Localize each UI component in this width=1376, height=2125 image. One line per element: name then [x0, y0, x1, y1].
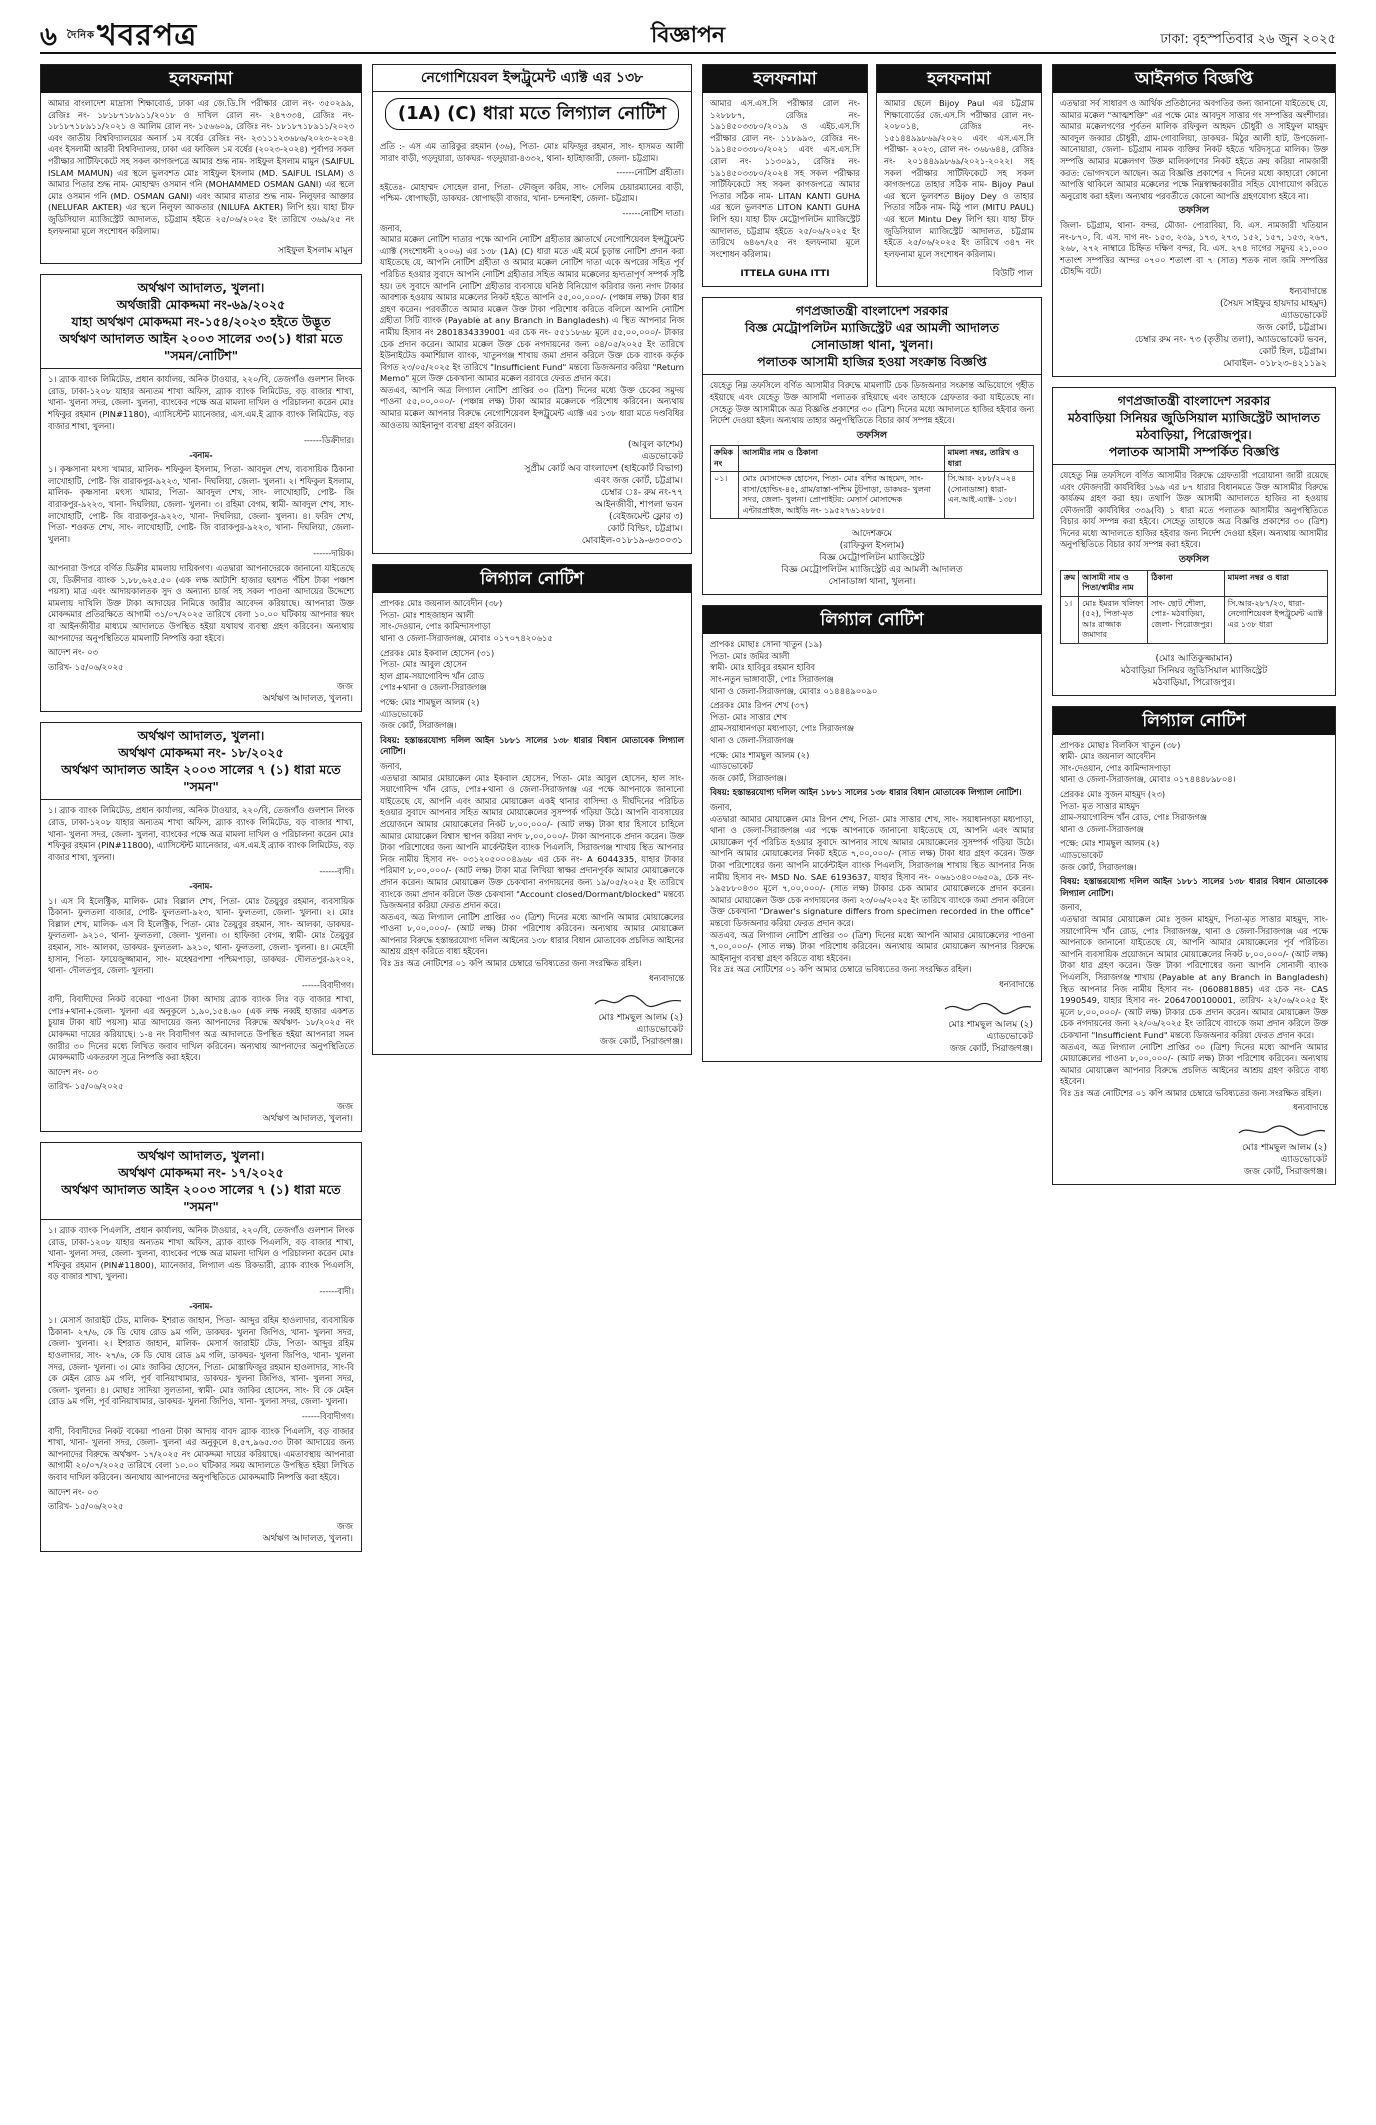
- absconding-mathbaria-heading: গণপ্রজাতন্ত্রী বাংলাদেশ সরকার মঠবাড়িয়া সিনিয়র জুডিসিয়াল ম্যাজিস্ট্রেট আদালত মঠবাড়িয়া, পিরোজপুর। পলাতক আসামী সম্পর্কিত বিজ্ঞপ্তি: [1053, 388, 1335, 465]
- summons-3-text: বাদী, বিবাদীদের নিকট বকেয়া পাওনা টাকা আদায় বাবদ ব্র্যাক ব্যাংক পিএলসি, বড় বাজার শাখা, খানা- খুলনা সদর, জেলা- খুলনা এর অনুকূলে ৪,৫৭,৯৬৫.৩৩ টাকা আদায়ের জন্য আপনাদের বিরুদ্ধে অর্থঋণ- ১৭/২০২৫ নং মোকদ্দমা দায়ের করিয়াছে। এমতাবস্থায় আপনারা আগামী ২০/০৭/২০২৫ তারিখে বেলা ১০.০০ ঘটিকার সময় আদালতে উপস্থিত হইয়া লিখিত জবাব দাখিল করিবেন। অন্যথায় আপনাদের অনুপস্থিতিতে মোকদ্দমাটি নিষ্পত্তি করা হইবে।: [48, 1425, 354, 1482]
- legal-announcement-body: [1053, 93, 1335, 286]
- absconding-notice-mathbaria: [1052, 387, 1336, 696]
- table-header: ক্রম: [1061, 570, 1079, 596]
- summons-1-defendants-label: ------দায়িক।: [313, 548, 354, 559]
- summons-2-order-no: আদেশ নং- ০৩: [48, 1066, 98, 1077]
- legal-notice-b-sender: প্রেরকঃ মোঃ রিপন শেখ (৩৭) পিতা- মোঃ সাত্তার শেখ গ্রাম-সয়াধানগড়া মধ্যপাড়া, পোঃ সিরাজগঞ্জ থানা ও জেলা-সিরাজগঞ্জ: [710, 700, 854, 746]
- summons-1-defendants: ১। কৃষ্ণসানা মৎস্য খামার, মালিক- শফিকুল ইসলাম, পিতা- আবদুল শেখ, ব্যবসায়িক ঠিকানা লাখোহাটি, পোষ্ট- জি বারাকপুর-৯২২৩, খানা- দিঘলিয়া, জেলা- খুলনা। ২। শফিকুল ইসলাম, মালিক- কৃষ্ণসানা মৎস্য খামার, পিতা- আবদুল শেখ, সাং- লাখোহাটি, পোষ্ট- জি বারাকপুর-৯২২৩, খানা- দিঘলিয়া, জেলা- খুলনা। ৩। রহিমা বেগম, স্বামী- আবদুল শেখ, সাং- লাখোহাটি, পোষ্ট- জি বারাকপুর-৯২২৩, খানা- দিঘলিয়া, জেলা- খুলনা। ৪। ফরিদ শেখ, পিতা- শওকত শেখ, সাং- লাখোহাটি, পোষ্ট- জি বারাকপুর-৯২২৩, খানা- দিঘলিয়া, জেলা- খুলনা।: [48, 464, 354, 544]
- affidavit-text: আমার বাংলাদেশ মাদ্রাসা শিক্ষাবোর্ড, ঢাকা এর জে.ডি.সি পরীক্ষার রোল নং- ৩৫০২৯৯, রেজিঃ নং- ১৮১৮৭১৮৯১১/২০১৮ ও দাখিল রোল নং- ২৪৭৩৩৪, রেজিঃ নং- ১৮১৮৭১৮৯১১/২০২১ ও আলিম রোল নং- ১৫৬৬০৯, রেজিঃ নং- ১৮১৮৭১৮৯১১/২০২৩ এবং জাতীয় বিশ্ববিদ্যালয়ের অনার্স ১ম বর্ষের রেজিঃ নং- ২৩১১১২৩৬৮৬/২০২৩-২০২৪ এবং ইসলামী আরবী বিশ্ববিদ্যালয়, ঢাকা এর ফাজিল ১ম বর্ষের (২০২৩-২০২৪) পূর্বাপর সকল পরীক্ষার সার্টিফিকেটে সহ সকল কাগজপত্রে আমার শুদ্ধ নাম- সাইফুল ইসলাম মামুন (SAIFUL ISLAM MAMUN) এর স্থলে ভুলবশত মোঃ সাইফুল ইসলাম (MD. SAIFUL ISLAM) ও আমার পিতার শুদ্ধ নাম- মোহাম্মদ ওসমান গনি (MOHAMMED OSMAN GANI) এর স্থলে মোঃ ওসমান গনি (MD. OSMAN GANI) এবং আমার মাতার শুদ্ধ নাম- নিলুফার আক্তার (NELUFAR AKTER) এর স্থলে নিলুফা আকতার (NILUFA AKTER) লিপি হয়। যাহা চীফ জুডিসিয়াল ম্যাজিস্ট্রেট আদালত, চট্টগ্রাম হইতে ২৫/০৬/২০২৫ ইং তারিখে ৩৬৯/২৫ নং হলফনামা মূলে সংশোধন করিলাম।: [48, 98, 354, 236]
- absconding-notice-khulna: [702, 297, 1042, 595]
- legal-notice-c-text: জনাব, এতদ্বারা আমার মোয়াক্কেল মোঃ সুজন মাহমুদ, পিতা-মৃত সাত্তার মাহমুদ, সাং-সয়াগোবিন্দ খাঁন রোড, পোঃ সিরাজগঞ্জ, থানা ও জেলা-সিরাজগঞ্জ এর পক্ষে আপনাকে জানানো যাইতেছে যে, আপনি আমার মোয়াক্কেলের পূর্ব পরিচিত। আপনি ব্যবসায়িক প্রয়োজনে আমার মোয়াক্কেলের নিকট ৮,০০,০০০/- (আট লক্ষ) টাকা ধার গ্রহণ করেন। উক্ত টাকা পরিশোধের জন্য আপনি সোনালী ব্যাংক পিএলসি, সিরাজগঞ্জ শাখায় (Payable at any Branch in Bangladesh) স্থিত আপনার নিজ নামীয় হিসাব নং- (060881885) এর চেক নং- CAS 1990549, যাহার হিসাব নং- 2064700100001, তারিখ- ২২/০৬/২০২৫ ইং মূলে ৮,০০,০০০/- (আট লক্ষ) টাকার চেক প্রদান করেন। আমার মোয়াক্কেল উক্ত চেক নগদায়নের জন্য ২২/০৬/২০২৫ ইং তারিখে ব্যাংকে জমা প্রদান করিলে উক্ত চেকখানা "Insufficient Fund" মন্তব্যে ডিজঅনার করিয়া ফেরত প্রদান করে। অতএব, অত্র লিগ্যাল নোটিশ প্রাপ্তির ৩০ (ত্রিশ) দিনের মধ্যে আপনি আমার মোয়াক্কেলের পাওনা ৮,০০,০০০/- (আট লক্ষ) টাকা পরিশোধ করিবেন। অন্যথায় আমার মোয়াক্কেল আপনার বিরুদ্ধে প্রচলিত আইনের আশ্রয় গ্রহণ করিতে বাধ্য হইবেন। বিঃ দ্রঃ অত্র নোটিশের ০১ কপি আমার চেম্বারে ভবিষ্যতের জন্য সংরক্ষিত রহিল।: [1060, 902, 1328, 1098]
- summons-2-signature: জজ অর্থঋণ আদালত, খুলনা।: [262, 1102, 353, 1125]
- legal-notice-b-signature: মোঃ শামছুল আলম (২) এ্যাডভোকেট জজ কোর্ট, সিরাজগঞ্জ।: [948, 1019, 1033, 1054]
- summons-2-plaintiff: ১। ব্র্যাক ব্যাংক লিমিটেড, প্রধান কার্যালয়, অনিক টাওয়ার, ২২০/বি, তেজগাঁও গুলশান লিংক রোড, ঢাকা-১২০৮ যাহার অন্যতম শাখা অফিস, ব্র্যাক ব্যাংক লিমিটেড, বড় বাজার শাখা, খানা- খুলনা সদর, জেলা- খুলনা, ব্যাংকের পক্ষে অত্র মামলা দাখিল ও পরিচালনা করেন মোঃ শফিকুর রহমান (PIN#11800), এ্যাসিস্টেন্ট ম্যানেজার, এস.এম.ই ব্র্যাক ব্যাংক লিমিটেড, বড় বাজার শাখা, খুলনা।: [48, 805, 354, 862]
- affidavit-pair: [702, 64, 1042, 297]
- summons-1-body: [41, 369, 361, 681]
- summons-3-body: [41, 1220, 361, 1521]
- ni-act-text: জনাব, আমার মক্কেল নোটিশ দাতার পক্ষে আপনি নোটিশ গ্রহীতার জ্ঞাতার্থে নেগোশিয়েবল ইন্সট্রুমেন্ট এ্যাক্ট (সংশোধনী ২০০৬) এর ১৩৮ (1A) (C) ধারা মতে এই মর্মে চূড়ান্ত নোটিশ প্রদান করা যাইতেছে যে, আপনি নোটিশ গ্রহীতা ও আমার মক্কেল নোটিশ দাতা একে অপরের সহিত পূর্ব পরিচিত হওয়ার সুবাদে আপনি নোটিশ গ্রহীতার সহিত আমার মক্কেলের হৃদ্যতাপূর্ণ সম্পর্ক সৃষ্টি হয়। তৎ সুবাদে আপনি নোটিশ গ্রহীতার ব্যবসায়ে ঘনিষ্ঠ বিনিয়োগ করিবার জন্য নগদ টাকার আবশ্যক হওয়ায় আমার মক্কেলের নিকট হইতে আপনি ৫৫,০০,০০০/- (পঞ্চান্ন লক্ষ) টাকা ধার গ্রহণ করেন। পরবর্তীতে আমার মক্কেল উক্ত টাকা পরিশোধ করিতে বলিলে আপনি নোটিশ গ্রহীতা সিটি ব্যাংক (Payable at any Branch in Bangladesh) এ স্থিত আপনার নিজ নামীয় হিসাব নং 2801834339001 এর চেক নং- ৫৫১১৮৬৮ মূলে ৫৫,০০,০০০/- টাকার চেক প্রদান করেন। আমার মক্কেল উক্ত চেক নগদায়নের জন্য ০৪/০৫/২০২৫ ইং তারিখে ইউনাইটেড কমার্শিয়াল ব্যাংক, খাতুনগঞ্জ শাখায় জমা প্রদান করিলে উক্ত চেক ব্যাংক কর্তৃক বিগত ২৩/০৫/২০২৫ ইং তারিখে "Insufficient Fund" মন্তব্যে ডিজঅনার করিয়া "Return Memo" মূলে উক্ত চেকখানা আমার মক্কেল বরাবরে ফেরত প্রদান করে। অতএব, আপনি অত্র লিগ্যাল নোটিশ প্রাপ্তির ৩০ (ত্রিশ) দিনের মধ্যে উক্ত চেকের সমুদয় পাওনা ৫৫,০০,০০০/- (পঞ্চান্ন লক্ষ) টাকা আমার মক্কেলকে পরিশোধ করিবেন। অন্যথায় আমার মক্কেল আপনার বিরুদ্ধে নেগোশিয়েবল ইন্সট্রুমেন্ট এ্যাক্ট এর ১৩৮ ধারা মতে দণ্ডবিধির আওতায় আইনানুগ ব্যবস্থা গ্রহণ করিবেন।: [380, 222, 684, 430]
- affidavit-3-title: হলফনামা: [877, 65, 1041, 93]
- table-cell: সি.আর- ২৮৮/২০২৪ (সোনাডাঙ্গা) ধারা- এন.আই.এ্যাক্ট- ১৩৮।: [944, 472, 1033, 519]
- legal-notice-c-subject: বিষয়: হস্তান্তরযোগ্য দলিল আইন ১৮৮১ সালের ১৩৮ ধারার বিধান মোতাবেক লিগ্যাল নোটিশ।: [1060, 876, 1328, 898]
- legal-announcement: [1052, 64, 1336, 377]
- table-row: [711, 472, 1034, 519]
- affidavit-2-text: আমার এস.এস.সি পরীক্ষার রোল নং- ১২৮৮৮৭, রেজিঃ নং- ১৯১৪৫০৩৩৮০/২০১৯ ও এইচ.এস.সি পরীক্ষার রোল নং- ১১৮৯৯৩, রেজিঃ নং- ১৯১৪৫০৩৩৮০/২০২১ এবং এস.এস.সি রোল নং- ১১৩০৯১, রেজিঃ নং- ১৯১৪৫০৩৩৮০/২০২৪ সহ সকল পরীক্ষার সার্টিফিকেটে সহ সকল কাগজপত্রে আমার পিতার সঠিক নাম- LITAN KANTI GUHA এর স্থলে ভুলবশত LITON KANTI GUHA লিপি হয়। যাহা চীফ মেট্রোপলিটন ম্যাজিস্ট্রেট আদালত, চট্টগ্রাম হইতে ২৫/০৬/২০২৫ ইং তারিখে ৬৪৬৭/২৫ নং হলফনামা মূলে সংশোধন করিলাম।: [710, 98, 860, 259]
- summons-1-plaintiff-label: ------ডিক্রীদার।: [303, 435, 354, 446]
- summons-2-text: বাদী, বিবাদীদের নিকট বকেয়া পাওনা টাকা আদায় ব্র্যাক ব্যাংক লিঃ বড় বাজার শাখা, পোঃ+থানা+জেলা- খুলনা এর অনুকূলে ১,৯০,১৫৪.৬০ (এক লক্ষ নব্বই হাজার একশত চুয়ান্ন টাকা ষাট পয়সা) মাত্র আদায়ের জন্য আপনাদের বিরুদ্ধে অর্থঋণ- ১৮/২০২৫ নং মোকদ্দমা দায়ের করিয়াছে। ১-৪ নং বিবাদীগণ অত্র আদালতে উপস্থিত হইয়া আপনারা সমন জারীর ৩০ দিনের মধ্যে লিখিত জবাব দাখিল করিবেন। অন্যথায় আপনাদের অনুপস্থিতিতে মোকদ্দমাটি একতরফা সূত্রে নিষ্পত্তি করা হইবে।: [48, 994, 354, 1063]
- summons-2-vs: -বনাম-: [189, 880, 213, 891]
- table-cell: মোঃ মোসাদ্দেক হোসেন, পিতা- মোঃ বশির আহমেদ, সাং- বাসা/হোল্ডিং-৪৫, গ্রাম/রাস্তা-পশ্চিম টুটপাড়া, ডাকঘর- খুলনা সদর, জেলা- খুলনা। প্রোপাইটর: মেসার্স মোসাদ্দেক এন্টারপ্রাইজ, আইডি নং- ১৯৫২৭৬১২৮৮৫।: [739, 472, 944, 519]
- absconding-mathbaria-table: [1060, 570, 1328, 644]
- table-header: ঠিকানা: [1148, 570, 1225, 596]
- legal-notice-b-sign-block: [703, 999, 1041, 1061]
- absconding-mathbaria-schedule-title: তফসিল: [1178, 554, 1210, 566]
- absconding-mathbaria-text: যেহেতু নিম্ন তফসিলে বর্ণিত আসামীর বিরুদ্ধে গ্রেফতারী পরোয়ানা জারী রয়েছে এবং ফৌজদারী কার্যবিধির ১৬৯ এর ৮৭ ধারার বিধানমতে উক্ত আসামীর বিরুদ্ধে কার্যক্রম গ্রহণ করা হয়। তথাপি উক্ত আসামী আদালতে হাজির না হওয়ায় ফৌজদারী কার্যবিধির ৩৩৯(বি) ১ ধারা মতে পলাতক আসামীর অনুপস্থিতিতে বিচার কার্য সম্পন্ন করা হইবে। সেহেতু তাহাকে অত্র বিজ্ঞপ্তি প্রকাশের ৩০ (ত্রিশ) দিনের মধ্যে আদালতে হাজির হইবার জন্য নির্দেশ দেওয়া হইল। অন্যথায় আসামীর অনুপস্থিতিতে বিচার কার্য সম্পন্ন করা হইবে।: [1060, 469, 1328, 550]
- ni-act-banner: নেগোশিয়েবল ইন্সট্রুমেন্ট এ্যাক্ট এর ১৩৮: [373, 65, 691, 92]
- table-cell: ১।: [1061, 596, 1079, 643]
- affidavit-2-signature: ITTELA GUHA ITTI: [740, 269, 830, 280]
- table-header: ক্রমিক নং: [711, 446, 739, 472]
- summons-1-plaintiff: ১। ব্র্যাক ব্যাংক লিমিটেড, প্রধান কার্যালয়, অনিক টাওয়ার, ২২০/বি, তেজগাঁও গুলশান লিংক রোড, ঢাকা-১২০৮ যাহার অন্যতম শাখা অফিস, ব্র্যাক ব্যাংক লিমিটেড, বড় বাজার শাখা, খানা- খুলনা সদর, জেলা- খুলনা, ব্যাংকের পক্ষে অত্র মামলা দাখিল ও পরিচালনা করেন মোঃ শফিকুর রহমান (PIN#1180), এ্যাসিস্টেন্ট ম্যানেজার, এস.এম.ই ব্র্যাক ব্যাংক লিমিটেড, বড় বাজার শাখা, খুলনা।: [48, 374, 354, 431]
- ni-act-notice: [372, 64, 692, 554]
- legal-notice-c: [1052, 706, 1336, 1185]
- summons-2-heading: অর্থঋণ আদালত, খুলনা। অর্থঋণ মোকদ্দমা নং- ১৮/২০২৫ অর্থঋণ আদালত আইন ২০০৩ সালের ৭ (১) ধারা মতে "সমন": [41, 723, 361, 800]
- summons-1-text: আপনারা উপরে বর্ণিত ডিক্রীর মামলায় দায়িকগণ। এতদ্বারা আপনাদেরকে জানানো যাইতেছে যে, ডিক্রীদার ব্যাংক ১,৮৮,৬২৫.৫০ (এক লক্ষ আটাশি হাজার ছয়শত পঁচিশ টাকা পঞ্চাশ পয়সা) মাত্র এবং আদায়কালতক সুদ ও অন্যান্য চার্জ সহ সকল পাওনা আদায়ের উদ্দেশ্যে মামলায় দাখিলি উক্ত টাকা আদায়ের নিমিত্তে জারীর আবেদন করিয়াছে। আপনারা উক্ত মোকদ্দমার প্রতিরক্ষিতে আগামী ৩১/০৭/২০২৫ তারিখে বেলা ১০.০০ ঘটিকায় আপনার স্বয়ং বা আইনজীবীর মাধ্যমে আদালতে উপস্থিত হইয়া যথাযথ ব্যবস্থা গ্রহণ করিবেন। অন্যথায় আপনাদের অনুপস্থিতিতে মামলাটি নিষ্পত্তি করা হইবে।: [48, 563, 354, 643]
- legal-announcement-signature: ধন্যবাদান্তে (সৈয়দ সাইফুর হায়দার মাহমুদ) এ্যাডভোকেট জজ কোর্ট, চট্টগ্রাম। চেম্বার রুম নং- ৭৩ (তৃতীয় তলা), অ্যাডভোকেট ভবন, কোর্ট হিল, চট্টগ্রাম। মোবাইল- ০১৮২৩-৪২১১৯২: [1134, 286, 1327, 369]
- summons-3-order-no: আদেশ নং- ০৩: [48, 1486, 98, 1497]
- table-cell: সাং- ছোট শৌলা, পোঃ- মঠবাড়িয়া, জেলা- পিরোজপুর।: [1148, 596, 1225, 643]
- legal-notice-c-signature: মোঃ শামছুল আলম (২) এ্যাডভোকেট জজ কোর্ট, সিরাজগঞ্জ।: [1242, 1143, 1327, 1178]
- affidavit-notice-2: [702, 64, 868, 287]
- summons-2-body: [41, 800, 361, 1101]
- masthead: [40, 14, 1336, 54]
- absconding-khulna-heading: গণপ্রজাতন্ত্রী বাংলাদেশ সরকার বিজ্ঞ মেট্রোপলিটন ম্যাজিস্ট্রেট এর আমলী আদালত সোনাডাঙ্গা থানা, খুলনা। পলাতক আসামী হাজির হওয়া সংক্রান্ত বিজ্ঞপ্তি: [703, 298, 1041, 375]
- legal-notice-b-through: পক্ষে: মোঃ শামছুল আলম (২) এ্যাডভোকেট জজ কোর্ট, সিরাজগঞ্জ।: [710, 749, 810, 783]
- legal-notice-c-sender: প্রেরকঃ মোঃ সুজন মাহমুদ (২৩) পিতা- মৃত সাত্তার মাহমুদ গ্রাম-সয়াগোবিন্দ খাঁন রোড, পোঃ সিরাজগঞ্জ থানা ও জেলা-সিরাজগঞ্জ: [1060, 789, 1207, 834]
- legal-notice-b-title: লিগ্যাল নোটিশ: [703, 606, 1041, 634]
- ni-act-sender: হইতেঃ- মোহাম্মদ সোহেল রানা, পিতা- ফৌজুল করিম, সাং- সেলিম চেয়ারম্যানের বাড়ী, পশ্চিম- ধোপাছড়ী, ডাকঘর- ধোপাছড়ী বাজার, খানা- চন্দনাইশ, জেলা- চট্টগ্রাম।: [380, 181, 684, 204]
- ni-act-signature: (আবুল কাশেম) এডভোকেট সুপ্রীম কোর্ট অব বাংলাদেশ (হাইকোর্ট বিভাগ) এবং জজ কোর্ট, চট্টগ্রাম। চেম্বার ঃ- রুম নং-৭৭ আইনজীবী, শাপলা ভবন (বেইজমেন্ট ফ্লোর ৩) কোর্ট বিল্ডিং, চট্টগ্রাম। মোবাইল-০১৮১৯-৬৩০০৩১: [524, 440, 683, 547]
- summons-3-signature: জজ অর্থঋণ আদালত, খুলনা।: [262, 1521, 353, 1544]
- table-header: মামলা নম্বর ও ধারা: [1224, 570, 1327, 596]
- absconding-khulna-table: [710, 445, 1034, 519]
- logo-prefix: দৈনিক: [66, 30, 96, 41]
- ni-act-sender-label: ------নোটিশ দাতা।: [622, 207, 684, 218]
- table-row: [1061, 596, 1328, 643]
- summons-1-vs: -বনাম-: [189, 449, 213, 460]
- legal-notice-b-subject: বিষয়: হস্তান্তরযোগ্য দলিল আইন ১৮৮১ সালের ১৩৮ ধারার বিধান মোতাবেক লিগ্যাল নোটিশ।: [710, 787, 1022, 798]
- legal-notice-c-through: পক্ষে: মোঃ শামছুল আলম (২) এ্যাডভোকেট জজ কোর্ট, সিরাজগঞ্জ।: [1060, 838, 1160, 872]
- legal-notice-a: [372, 564, 692, 1055]
- signature-scribble-icon: [593, 992, 683, 1010]
- summons-2-order-date: তারিখ- ১৫/০৬/২০২৫: [48, 1081, 124, 1092]
- legal-notice-a-through: পক্ষে: মোঃ শামছুল আলম (২) এ্যাডভোকেট জজ কোর্ট, সিরাজগঞ্জ।: [380, 697, 480, 731]
- affidavit-title: হলফনামা: [41, 65, 361, 93]
- summons-3-heading: অর্থঋণ আদালত, খুলনা। অর্থঋণ মোকদ্দমা নং- ১৭/২০২৫ অর্থঋণ আদালত আইন ২০০৩ সালের ৭ (১) ধারা মতে "সমন": [41, 1143, 361, 1220]
- section-title: বিজ্ঞাপন: [650, 23, 726, 48]
- legal-notice-b-text: জনাব, এতদ্বারা আমার মোয়াক্কেল মোঃ রিপন শেখ, পিতা- মোঃ সাত্তার শেখ, সাং- সয়াধানগড়া মধ্যপাড়া, থানা ও জেলা-সিরাজগঞ্জ এর পক্ষে আপনাকে জানানো যাইতেছে যে, আপনি এবং আমার মোয়াক্কেল পূর্ব পরিচিত হওয়ার সুবাদে আপনার সাথে আমার মোয়াক্কেলের সুসম্পর্ক গড়িয়া উঠে। আপনি আমার মোয়াক্কেলের নিকট হইতে ৭,০০,০০০/- (সাত লক্ষ) টাকা ধার গ্রহণ করেন। উক্ত টাকা পরিশোধের জন্য আপনি মার্কেন্টাইল ব্যাংক পিএলসি, সিরাজগঞ্জ শাখায় স্থিত আপনার নিজ নামীয় হিসাব নং- MSD No. SAE 6193637, যাহার হিসাব নং- ০৬৬১৩৪০০৬৫০৯, চেক নং- ১৯৫৮৮০৪৩০ মূলে ৭,০০,০০০/- (সাত লক্ষ) টাকার চেক আমার মোয়াক্কেলকে প্রদান করেন। আমার মোয়াক্কেল উক্ত চেক নগদায়নের জন্য ২৩/০৬/২০২৫ ইং তারিখে ব্যাংকে জমা প্রদান করিলে উক্ত চেকখানা "Drawer's signature differs from specimen recorded in the office" মন্তব্যে ডিজঅনার করিয়া ফেরত প্রদান করে। অতএব, অত্র লিগ্যাল নোটিশ প্রাপ্তির ৩০ (ত্রিশ) দিনের মধ্যে আপনি আমার মোয়াক্কেলের পাওনা ৭,০০,০০০/- (সাত লক্ষ) টাকা পরিশোধ করিবেন। অন্যথায় আমার মোয়াক্কেল আপনার বিরুদ্ধে আইনানুগ ব্যবস্থা গ্রহণ করিতে বাধ্য হইবেন। বিঃ দ্রঃ অত্র নোটিশের ০১ কপি আমার চেম্বারে ভবিষ্যতের জন্য সংরক্ষিত রহিল।: [710, 802, 1034, 975]
- absconding-khulna-text: যেহেতু নিম্ন তফসিলে বর্ণিত আসামীর বিরুদ্ধে মামলাটি চেক ডিজঅনার সংক্রান্ত অভিযোগে গৃহীত হইয়াছে এবং যেহেতু উক্ত আসামী পলাতক রহিয়াছে এবং তাহাকে গ্রেফতার করা যাইতেছে না। সেহেতু উক্ত আসামীকে অত্র বিজ্ঞপ্তি প্রকাশের ৩০ (ত্রিশ) দিনের মধ্যে আদালতে হাজির হইবার জন্য নির্দেশ দেওয়া হইল। অন্যথায় তাহার অনুপস্থিতিতে বিচার কার্য সম্পন্ন হইবে।: [710, 380, 1034, 426]
- legal-notice-a-text: জনাব, এতদ্বারা আমার মোয়াক্কেল মোঃ ইকবাল হোসেন, পিতা- মোঃ আবুল হোসেন, হাল সাং- সয়াগোবিন্দ খাঁন রোড, পোঃ+থানা ও জেলা-সিরাজগঞ্জ এর পক্ষে আপনাকে জানানো যাইতেছে যে, আপনি এবং আমার মোয়াক্কেল একই থানার বাসিন্দা ও দীর্ঘদিনের পরিচিত হওয়ার সুবাদে আপনার সহিত আমার মোয়াক্কেলের সুসম্পর্ক গড়িয়া উঠে। আপনি ব্যবসায়ের প্রয়োজনে আমার মোয়াক্কেলের নিকট ৮,০০,০০০/- (আট লক্ষ) টাকা ধার হিসাবে চাহিলে আমার মোয়াক্কেল বিশ্বাস স্থাপন করিয়া নগদ ৮,০০,০০০/- টাকা আপনাকে প্রদান করেন। উক্ত টাকা পরিশোধের জন্য আপনি মার্কেন্টাইল ব্যাংক পিএলসি, সিরাজগঞ্জ শাখায় স্থিত আপনার নিজ নামীয় হিসাব নং- ০৩১২০৫০০০৪৯৬৮ এর চেক নং- A 6044335, যাহার টাকার পরিমাণ ৮,০০,০০০/- (আট লক্ষ) টাকা মাত্র লিখিয়া স্বাক্ষর প্রদানপূর্বক আমার মোয়াক্কেলকে প্রদান করেন। আমার মোয়াক্কেল উক্ত চেকখানা নগদায়নের জন্য ১৯/০৫/২০২৫ ইং তারিখে ব্যাংকে জমা প্রদান করিলে উক্ত চেকখানা "Account closed/Dormant/blocked" মন্তব্যে ডিজঅনার করিয়া ফেরত প্রদান করে। অতএব, অত্র লিগ্যাল নোটিশ প্রাপ্তির ৩০ (ত্রিশ) দিনের মধ্যে আপনি আমার মোয়াক্কেলের পাওনা ৮,০০,০০০/- (আট লক্ষ) টাকা পরিশোধ করিবেন। অন্যথায় আমার মোয়াক্কেল আপনার বিরুদ্ধে হস্তান্তরযোগ্য দলিল আইনের ১৩৮ ধারার বিধান মোতাবেক প্রচলিত আইনের আশ্রয় গ্রহণ করিতে বাধ্য হইবেন। বিঃ দ্রঃ অত্র নোটিশের ০১ কপি আমার চেম্বারে ভবিষ্যতের জন্য সংরক্ষিত রহিল।: [380, 760, 684, 969]
- summons-3-defendants-label: ------বিবাদীগণ।: [301, 1410, 354, 1421]
- summons-3-plaintiff: ১। ব্র্যাক ব্যাংক পিএলসি, প্রধান কার্যালয়, অনিক টাওয়ার, ২২০/বি, তেজগাঁও গুলশান লিংক রোড, ঢাকা-১২০৮ যাহার অন্যতম শাখা অফিস, ব্র্যাক ব্যাংক পিএলসি, বড় বাজার শাখা, খানা- খুলনা সদর, জেলা- খুলনা, ব্যাংকের পক্ষে অত্র মামলা দাখিল ও পরিচালনা করেন মোঃ শফিকুর রহমান (PIN#11800), ম্যানেজার, লিগ্যাল এন্ড রিকভারী, ব্র্যাক ব্যাংক পিএলসি, বড় বাজার শাখা, খুলনা।: [48, 1225, 354, 1282]
- summons-3-defendants: ১। মেসার্স জারাইট টেড, মালিক- ইশরাত জাহান, পিতা- আব্দুর রহিম হাওলাদার, ব্যবসায়িক ঠিকানা- ২৭/৬, কে ডি ঘোষ রোড ৯ম গলি, ডাকঘর- খুলনা জিপিও, খানা- খুলনা সদর, জেলা- খুলনা। ২। ইশরাত জাহান, মালিক- মেসার্স জারাইট টেড, পিতা- আব্দুর রহিম হাওলাদার, সাং- ২৭/৬, কে ডি ঘোষ রোড ৯ম গলি, ডাকঘর- খুলনা জিপিও, খানা- খুলনা সদর, জেলা- খুলনা। ৩। মোঃ জাকির হোসেন, পিতা- মোস্তাফিজুর রহমান হাওলাদার, সাং-বি কে মেইন রোড ৯ম গলি, পূর্ব বানিয়াখামার, ডাকঘর- খুলনা জিপিও, খানা- খুলনা সদর, জেলা- খুলনা। ৪। মোছাঃ সাদিয়া সুলতানা, স্বামী- মোঃ জাকির হোসেন, সাং- বি কে মেইন রোড ৯ম গলি, পূর্ব বানিয়াখামার, ডাকঘর- খুলনা জিপিও, খানা- খুলনা সদর, জেলা- খুলনা।: [48, 1315, 354, 1407]
- absconding-khulna-schedule-title: তফসিল: [856, 429, 888, 441]
- affidavit-2-title: হলফনামা: [703, 65, 867, 93]
- legal-notice-c-closing: ধন্যবাদান্তে: [1293, 1102, 1328, 1113]
- legal-notice-a-closing: ধন্যবাদান্তে: [649, 972, 684, 983]
- summons-notice-1: [40, 274, 362, 712]
- column-2: [372, 64, 692, 2104]
- table-header: আসামীর নাম ও ঠিকানা: [739, 446, 944, 472]
- ni-act-recipient-label: ------নোটিশ গ্রহীতা।: [616, 167, 684, 178]
- summons-1-signature: জজ অর্থঋণ আদালত, খুলনা।: [262, 682, 353, 705]
- legal-notice-a-signature: মোঃ শামছুল আলম (২) এ্যাডভোকেট জজ কোর্ট, সিরাজগঞ্জ।: [598, 1013, 683, 1048]
- table-header: মামলা নম্বর, তারিখ ও ধারা: [944, 446, 1033, 472]
- affidavit-notice: [40, 64, 362, 264]
- page-number: ৬: [40, 22, 57, 52]
- legal-notice-a-title: লিগ্যাল নোটিশ: [373, 565, 691, 593]
- summons-1-heading: অর্থঋণ আদালত, খুলনা। অর্থজারী মোকদ্দমা নং-৬৯/২০২৫ যাহা অর্থঋণ মোকদ্দমা নং-১৫৪/২০২৩ হইতে উদ্ভূত অর্থঋণ আদালত আইন ২০০৩ সালের ৩৩(১) ধারা মতে "সমন/নোটিশ": [41, 275, 361, 369]
- absconding-mathbaria-body: [1053, 465, 1335, 653]
- column-4: [1052, 64, 1336, 2104]
- affidavit-notice-3: [876, 64, 1042, 287]
- legal-notice-a-sign-block: [373, 992, 691, 1054]
- affidavit-3-text: আমার ছেলে Bijoy Paul এর চট্টগ্রাম শিক্ষাবোর্ডের জে.এস.সি পরীক্ষার রোল নং- ২০৮০১৪, রেজিঃ নং- ১৫১৪৪৯৯৮৬৯/২০২০ এবং এস.এস.সি পরীক্ষা- ২০২৩, রোল নং- ৩৬৮৬৪৪, রেজিঃ নং- ২০১৪৪৯৯৮৬৯/২০২১-২০২২। সহ সকল পরীক্ষার সার্টিফিকেটে সহ সকল কাগজপত্রে তাহার সঠিক নাম- Bijoy Paul এর স্থলে ভুলবশত Bijoy Dey ও তাহার পিতার সঠিক নাম- মিঠু পাল (MITU PAUL) এর স্থলে Mintu Dey লিপি হয়। যাহা চীফ জুডিসিয়াল ম্যাজিস্ট্রেট আদালত, চট্টগ্রাম হইতে ২৫/০৬/২০২৫ ইং তারিখে ৩৪৭ নং হলফনামা মূলে সংশোধন করিলাম।: [884, 98, 1034, 259]
- column-3: [702, 64, 1042, 2104]
- table-header: আসামী নাম ও পিতা/স্বামীর নাম: [1079, 570, 1148, 596]
- legal-notice-a-body: [373, 593, 691, 992]
- affidavit-3-signature: বিউটি পাল: [992, 269, 1033, 280]
- affidavit-2-body: [703, 93, 867, 268]
- legal-announcement-schedule-text: জিলা- চট্টগ্রাম, থানা- বন্দর, মৌজা- পোরাবিয়া, বি. এস. নামজারী খতিয়ান নং-৮৭০, বি. এস. দাগ নং- ১৫৩, ২৩৯, ১৭৩, ২৭৩, ১৫২, ১৫৭, ১৫৩, ২৬৭, ২৬৮, ২৭২ নাম্বারে চিহ্নিত দক্ষিণ বন্দর, বি. এস. ২৭৪ দাগের সমুদয় ২১,০০০ শতাংশ সম্পত্তির আন্দর ০৭০০ শতাংশ বা ৭ (সাত) শতক নাল জমি সম্পত্তির চৌহদ্দি বটে।: [1060, 219, 1328, 277]
- legal-announcement-title: আইনগত বিজ্ঞপ্তি: [1053, 65, 1335, 93]
- table-cell: সি.আর-২৮৭/২৩, ধারা- নেগোশিয়েবল ইন্সট্রুমেন্ট এ্যাক্ট এর ১৩৮ ধারা: [1224, 596, 1327, 643]
- summons-notice-2: [40, 722, 362, 1132]
- legal-notice-b-body: [703, 634, 1041, 998]
- signature-scribble-icon: [943, 999, 1033, 1017]
- summons-2-defendants-label: ------বিবাদীগণ।: [301, 979, 354, 990]
- affidavit-body: [41, 93, 361, 245]
- ni-act-oval-title: (1A) (C) ধারা মতে লিগ্যাল নোটিশ: [385, 98, 679, 130]
- legal-notice-b-recipient: প্রাপকঃ মোছাঃ সোনা খাতুন (১৯) পিতা- মোঃ জমির আলী স্বামী- মোঃ হাবিবুর রহমান হাবিব সাং-নতুন ভাঙ্গাবাড়ী, পোঃ সিরাজগঞ্জ থানা ও জেলা-সিরাজগঞ্জ, মোবাঃ ০১৪৪৪৯০০৯০: [710, 639, 878, 696]
- ni-act-body: [373, 136, 691, 439]
- logo-text: খবরপত্র: [97, 18, 198, 53]
- absconding-mathbaria-signature: (মোঃ আতিকুজ্জামান) মঠবাড়িয়া সিনিয়র জুডিসিয়াল ম্যাজিস্ট্রেট মঠবাড়িয়া, পিরোজপুর।: [1120, 653, 1268, 688]
- signature-scribble-icon: [1237, 1122, 1327, 1140]
- ni-act-recipient: প্রতি :- এস এম তারিকুর রহমান (৩৬), পিতা- মোঃ মফিজুর রহমান, সাং- হাসমত আলী সারাং বাড়ী, গড়দুয়ারা, ডাকঘর- গড়দুয়ারা-৪৩৩২, থানা- হাটহাজারী, জেলা- চট্টগ্রাম।: [380, 141, 684, 163]
- summons-3-vs: -বনাম-: [189, 1300, 213, 1311]
- summons-1-order-no: আদেশ নং- ০৩: [48, 647, 98, 658]
- absconding-khulna-signature: আদেশক্রমে (রাফিকুল ইসলাম) বিজ্ঞ মেট্রোপলিটন ম্যাজিস্ট্রেট বিজ্ঞ মেট্রোপলিটন ম্যাজিস্ট্রেট এর আমলী আদালত সোনাডাঙ্গা থানা, খুলনা।: [781, 529, 963, 588]
- affidavit-3-body: [877, 93, 1041, 268]
- summons-3-plaintiff-label: ------বাদী।: [319, 1286, 354, 1296]
- legal-notice-b-closing: ধন্যবাদান্তে: [999, 978, 1034, 989]
- legal-notice-a-recipient: প্রাপকঃ মোঃ জয়নাল আবেদীন (৩৮) পিতা- মোঃ শাহজাহান আলী সাং-দেওয়ান, পোঃ কামিন্দাসপাড়া থানা ও জেলা-সিরাজগঞ্জ, মোবাঃ ০১৭০৭৪২০৬১৫: [380, 598, 553, 644]
- summons-2-plaintiff-label: ------বাদী।: [319, 866, 354, 877]
- legal-announcement-text: এতদ্বারা সর্ব সাধারণ ও আর্থিক প্রতিষ্ঠানের অবগতির জন্য জানানো যাইতেছে যে, আমার মক্কেল "আত্মশক্তি" এর পক্ষে মোঃ আবদুস সাত্তার গং সম্পত্তির অংশীদার। আমার মক্কেলগণের পূর্বতন মালিক রফিকুল আহমদ চৌধুরী ও সাইফুল মাহমুদ আবদুল জব্বার চৌধুরী, গ্রাম-গোবালিয়া, ডাকঘর- মিঠুর আলী হাট, উপজেলা- আনোয়ারা, জেলা- চট্টগ্রাম নামক ব্যক্তির নিকট হইতে খরিদসূত্রে মালিক। উক্ত সম্পত্তি আমার মক্কেলগণ উক্ত মালিকগণের নিকট হইতে ক্রয় করিয়া নামজারী করত: ভোগদখলে আছেন। অত্র বিজ্ঞপ্তি প্রকাশের ৭ দিনের মধ্যে কাহারো কোনো আপত্তি থাকিলে আমার মক্কেলের পক্ষে নিম্নস্বাক্ষরকারীর সহিত যোগাযোগ করিতে অনুরোধ করা হইল। অন্যথায় পরবর্তীতে কোনো আপত্তি গ্রহণযোগ্য হইবে না।: [1060, 98, 1328, 201]
- table-cell: মোঃ ইমরান খলিফা (৫২), পিতা-মৃত আঃ রাজ্জাক জমাদার: [1079, 596, 1148, 643]
- legal-notice-c-body: [1053, 735, 1335, 1122]
- absconding-khulna-body: [703, 375, 1041, 528]
- legal-notice-b: [702, 605, 1042, 1061]
- newspaper-logo: [67, 20, 197, 52]
- masthead-left: [40, 20, 460, 52]
- legal-notice-a-subject: বিষয়: হস্তান্তরযোগ্য দলিল আইন ১৮৮১ সালের ১৩৮ ধারার বিধান মোতাবেক লিগ্যাল নোটিশ।: [380, 734, 684, 757]
- summons-1-order-date: তারিখ- ১৫/০৬/২০২৫: [48, 661, 124, 672]
- summons-notice-3: [40, 1142, 362, 1552]
- summons-3-order-date: তারিখ- ১৫/০৬/২০২৫: [48, 1501, 124, 1512]
- legal-notice-c-sign-block: [1053, 1122, 1335, 1184]
- summons-2-defendants: ১। এস বি ইলেক্ট্রিক, মালিক- মোঃ বিল্লাল শেখ, পিতা- মোঃ তৈয়ুবুর রহমান, ব্যবসায়িক ঠিকানা- ফুলতলা বাজার, পোষ্ট- ফুলতলা-৯২৩, খানা- ফুলতলা, জেলা- খুলনা। ২। মোঃ বিল্লাল শেখ, মালিক- এস বি ইলেক্ট্রিক, পিতা- মোঃ তৈয়ুবুর রহমান, সাং- আলকা, ডাকঘর- ফুলতলা- ৯২১০, থানা- ফুলতলা, জেলা- খুলনা। ৩। হাফিজা বেগম, স্বামী- মোঃ তৈয়ুবুর রহমান, সাং- আলকা, ডাকঘর- ফুলতলা- ৯২১০, থানা- ফুলতলা, জেলা- খুলনা। ৪। মেহেদী হাসান, পিতা- ফায়েজুজ্জামান, সাং- মহেশ্বরপাশা পশ্চিমপাড়া, ডাকঘর- দৌলতপুর-৯২০২, থানা- দৌলতপুর, জেলা- খুলনা।: [48, 895, 354, 976]
- legal-notice-c-recipient: প্রাপকঃ মোছাঃ বিলকিস খাতুন (৩৮) স্বামী- মোঃ জয়নাল আবেদীন সাং-দেওয়ান, পোঃ কামিন্দাসপাড়া থানা ও জেলা-সিরাজগঞ্জ, মোবাঃ ০১৭৪৪৪৮৯৮০৪।: [1060, 739, 1236, 785]
- affidavit-signature: সাইফুল ইসলাম মামুন: [277, 246, 353, 257]
- column-1: [40, 64, 362, 2104]
- legal-notice-a-sender: প্রেরকঃ মোঃ ইকবাল হোসেন (৩১) পিতা- মোঃ আবুল হোসেন হাল গ্রাম-সয়াগোবিন্দ খাঁন রোড পোঃ+থানা ও জেলা-সিরাজগঞ্জ: [380, 647, 495, 693]
- dateline: ঢাকা: বৃহস্পতিবার ২৬ জুন ২০২৫: [1160, 32, 1336, 47]
- legal-announcement-schedule-title: তফসিল: [1178, 205, 1210, 217]
- table-cell: ০১।: [711, 472, 739, 519]
- legal-notice-c-title: লিগ্যাল নোটিশ: [1053, 707, 1335, 735]
